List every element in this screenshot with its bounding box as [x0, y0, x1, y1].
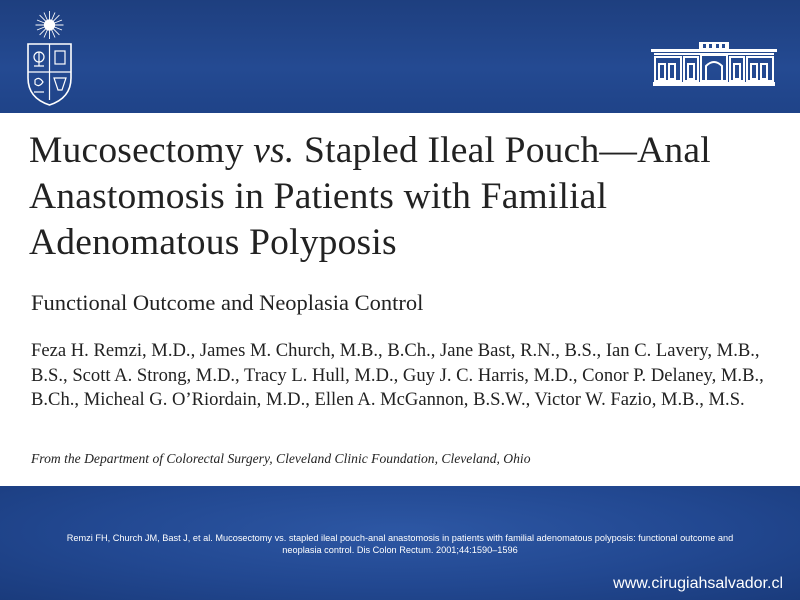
paper-affiliation: From the Department of Colorectal Surgery, Cleveland Clinic Foundation, Cleveland, Ohio — [31, 451, 531, 466]
citation-text: Remzi FH, Church JM, Bast J, et al. Mucosectomy vs. stapled ileal pouch-anal anastomosis in patients with familial adenomatous polyposis: functional outcome and neoplasia control. Dis Colon Rectum. 2001;44:1590–1596 — [66, 533, 734, 555]
paper-subtitle: Functional Outcome and Neoplasia Control — [31, 290, 424, 315]
building-facade-icon — [651, 40, 777, 88]
website-link[interactable]: www.cirugiahsalvador.cl — [613, 575, 783, 592]
title-vs: vs. — [253, 130, 295, 171]
header-band — [0, 0, 800, 113]
title-part-1: Mucosectomy — [29, 130, 254, 171]
paper-authors: Feza H. Remzi, M.D., James M. Church, M.B., B.Ch., Jane Bast, R.N., B.S., Ian C. Lavery, M.B., B.S., Scott A. Strong, M.D., Tracy L. Hull, M.D., Guy J. C. Harris, M.D., Conor P. Delaney, M.B., B.Ch., Micheal G. O’Riordain, M.D., Ellen A. McGannon, B.S.W., Victor W. Fazio, M.B., M.S. — [31, 340, 764, 410]
university-crest-icon — [22, 8, 77, 108]
title-part-2: Stapled Ileal Pouch—Anal Anastomosis in Patients with Familial Adenomatous Polyposis — [29, 130, 711, 263]
paper-title — [29, 128, 789, 266]
